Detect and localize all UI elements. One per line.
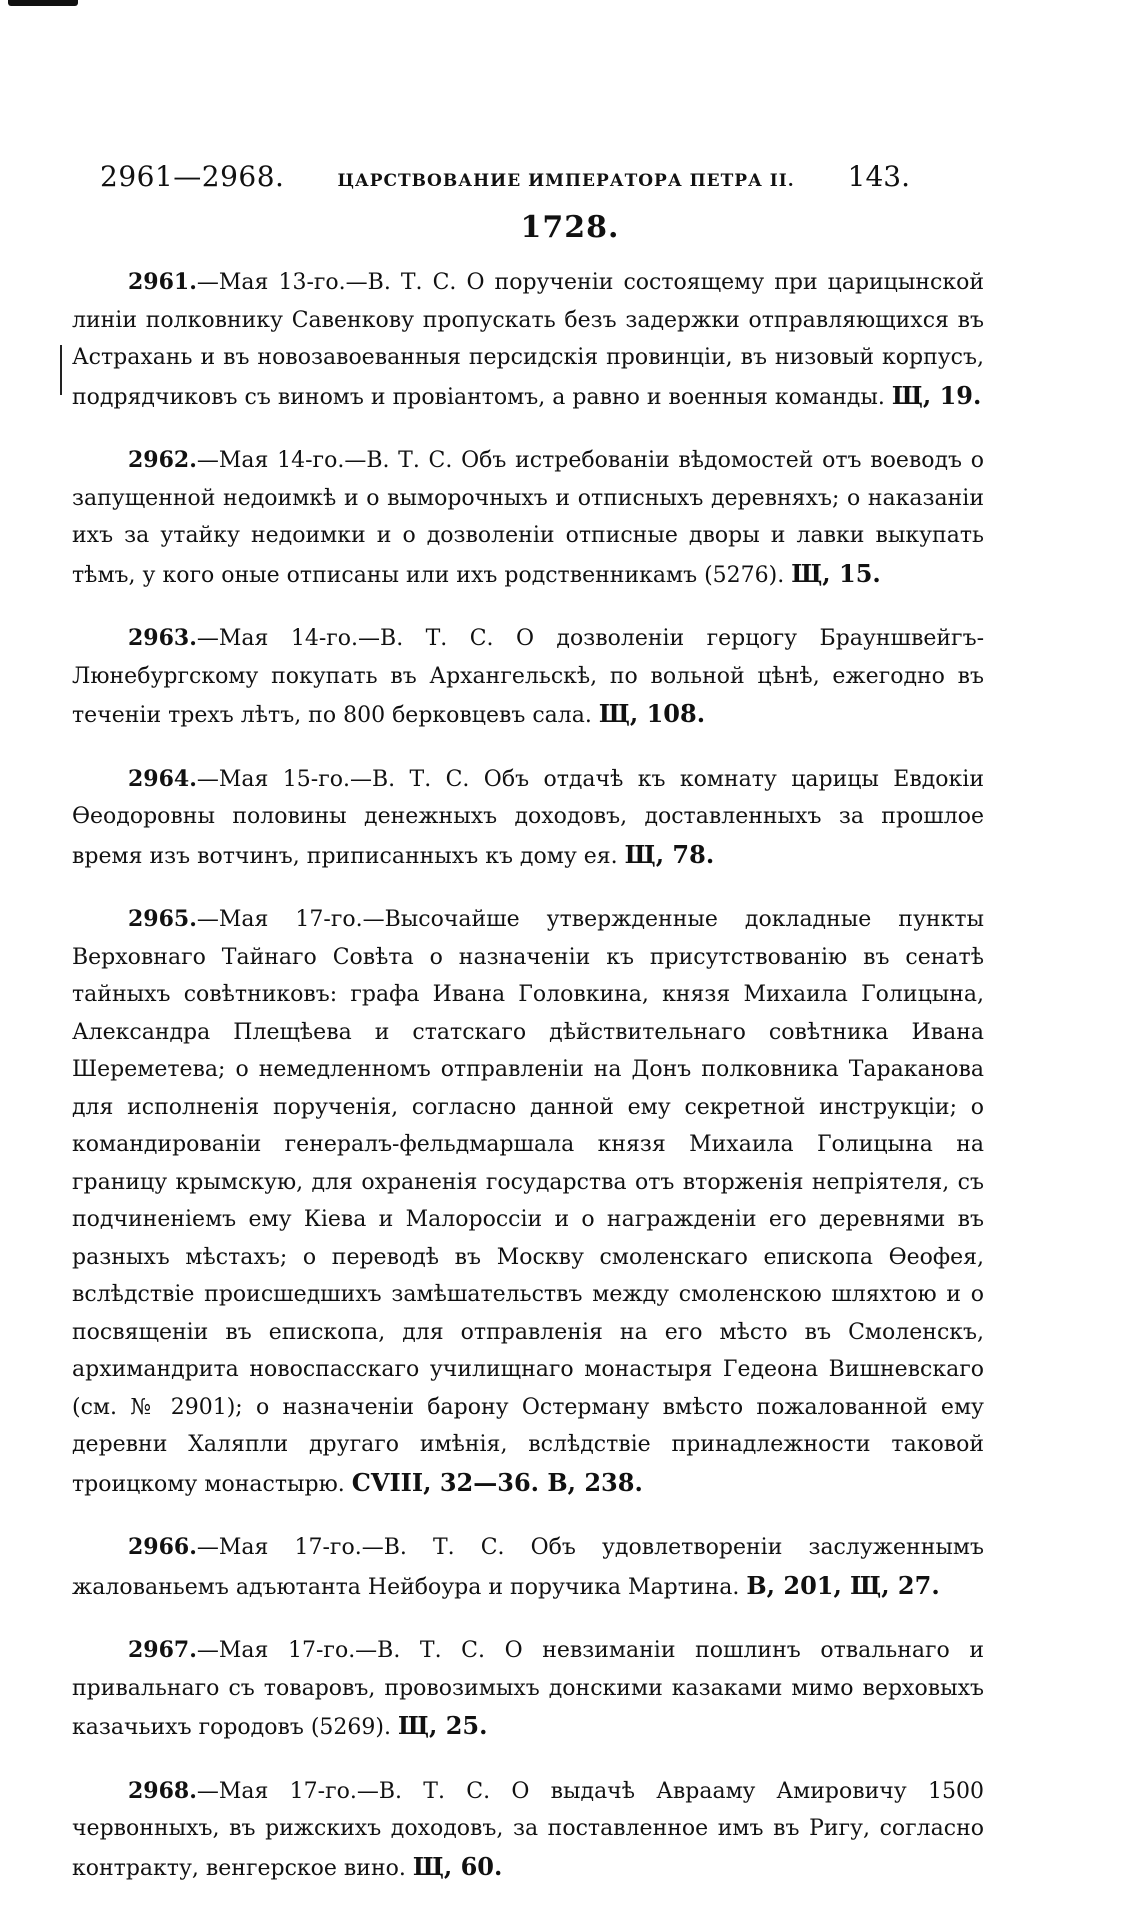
entry-number: 2962. xyxy=(128,447,197,473)
entry-reference: В, 201, Щ, 27. xyxy=(746,1570,940,1600)
entry-2968 xyxy=(72,1773,984,1888)
entry-number: 2963. xyxy=(128,625,197,651)
entry-number: 2964. xyxy=(128,765,197,792)
entry-2961 xyxy=(72,264,984,416)
entry-2966 xyxy=(72,1529,984,1606)
entry-text: —Мая 17-го.—В. Т. С. О невзиманіи пошлинъ отвальнаго и привальнаго съ товаровъ, провозимыхъ донскими казаками мимо верховыхъ казачьихъ городовъ (5269). xyxy=(72,1638,984,1740)
entry-2962 xyxy=(72,442,984,594)
entry-text: —Мая 14-го.—В. Т. С. Объ истребованіи вѣдомостей отъ воеводъ о запущенной недоимкѣ и о выморочныхъ и отписныхъ деревняхъ; о наказаніи ихъ за утайку недоимки и о дозволеніи отписные дворы и лавки выкупать тѣмъ, у кого оные отписаны или ихъ родственникамъ (5276). xyxy=(72,448,984,588)
entry-reference: Щ, 78. xyxy=(624,839,715,869)
entry-number: 2966. xyxy=(128,1534,197,1560)
running-head xyxy=(100,160,910,200)
entry-number: 2967. xyxy=(128,1637,197,1663)
scan-corner-mark xyxy=(8,0,78,6)
entry-number: 2961. xyxy=(128,269,197,295)
entry-2967 xyxy=(72,1632,984,1747)
entry-reference: Щ, 15. xyxy=(791,558,881,588)
entry-2965 xyxy=(72,901,984,1503)
entry-range: 2961—2968. xyxy=(100,160,285,193)
page-number: 143. xyxy=(847,160,910,193)
margin-mark xyxy=(60,345,62,395)
entry-number: 2968. xyxy=(128,1777,197,1804)
entry-text: —Мая 17-го.—В. Т. С. О выдачѣ Авраамy Амировичу 1500 червонныхъ, въ рижскихъ доходовъ, за поставленное имъ въ Ригу, согласно контракту, венгерское вино. xyxy=(72,1778,984,1881)
entry-2963 xyxy=(72,620,984,735)
entry-reference: Щ, 25. xyxy=(397,1711,488,1740)
entry-number: 2965. xyxy=(128,906,197,932)
entry-text: —Мая 13-го.—В. Т. С. О порученіи состоящему при царицынской линіи полковнику Савенкову пропускать безъ задержки отправляющихся въ Астрахань и въ новозавоеванныя персидскія провинціи, въ низовый корпусъ, подрядчиковъ съ виномъ и провіантомъ, а равно и военныя команды. xyxy=(72,270,984,410)
entry-text: —Мая 14-го.—В. Т. С. О дозволеніи герцогу Брауншвейгъ-Люнебургскому покупать въ Архангельскѣ, по вольной цѣнѣ, ежегодно въ теченіи трехъ лѣтъ, по 800 берковцевъ сала. xyxy=(72,626,984,728)
running-title: ЦАРСТВОВАНИЕ ИМПЕРАТОРА ПЕТРА II. xyxy=(337,171,795,191)
entry-reference: Щ, 19. xyxy=(891,380,982,410)
entry-text: —Мая 17-го.—Высочайше утвержденные докладные пункты Верховнаго Тайнаго Совѣта о назначеніи къ присутствованію въ сенатѣ тайныхъ совѣтниковъ: графа Ивана Головкина, князя Михаила Голицына, Александра Плещѣева и статскаго дѣйствительнаго совѣтника Ивана Шереметева; о немедленномъ отправленіи на Донъ полковника Тараканова для исполненія порученія, согласно данной ему секретной инструкціи; о командированіи генералъ-фельдмаршала князя Михаила Голицына на границу крымскую, для охраненія государства отъ вторженія непріятеля, съ подчиненіемъ ему Кіева и Малороссіи и о награжденіи его деревнями въ разныхъ мѣстахъ; о переводѣ въ Москву смоленскаго епископа Ѳеофея, вслѣдствіе происшедшихъ замѣшательствъ между смоленскою шляхтою и о посвященіи въ епископа, для отправленія на его мѣсто въ Смоленскъ, архимандрита новоспасскаго училищнаго монастыря Гедеона Вишневскаго (см. № 2901); о назначеніи барону Остерману вмѣсто пожалованной ему деревни Халяпли другаго имѣнія, вслѣдствіе принадлежности таковой троицкому монастырю. xyxy=(72,907,984,1497)
entry-text: —Мая 15-го.—В. Т. С. Объ отдачѣ къ комнату царицы Евдокіи Ѳеодоровны половины денежныхъ доходовъ, доставленныхъ за прошлое время изъ вотчинъ, приписанныхъ къ дому ея. xyxy=(72,766,984,869)
entry-2964 xyxy=(72,761,984,876)
entry-reference: Щ, 60. xyxy=(412,1851,503,1881)
entry-reference: Щ, 108. xyxy=(598,699,706,728)
year-heading: 1728. xyxy=(520,210,620,245)
entries-list xyxy=(72,264,984,1913)
entry-text: —Мая 17-го.—В. Т. С. Объ удовлетвореніи заслуженнымъ жалованьемъ адъютанта Нейбоура и поручика Мартина. xyxy=(72,1535,984,1600)
entry-reference: CVIII, 32—36. В, 238. xyxy=(351,1467,643,1497)
